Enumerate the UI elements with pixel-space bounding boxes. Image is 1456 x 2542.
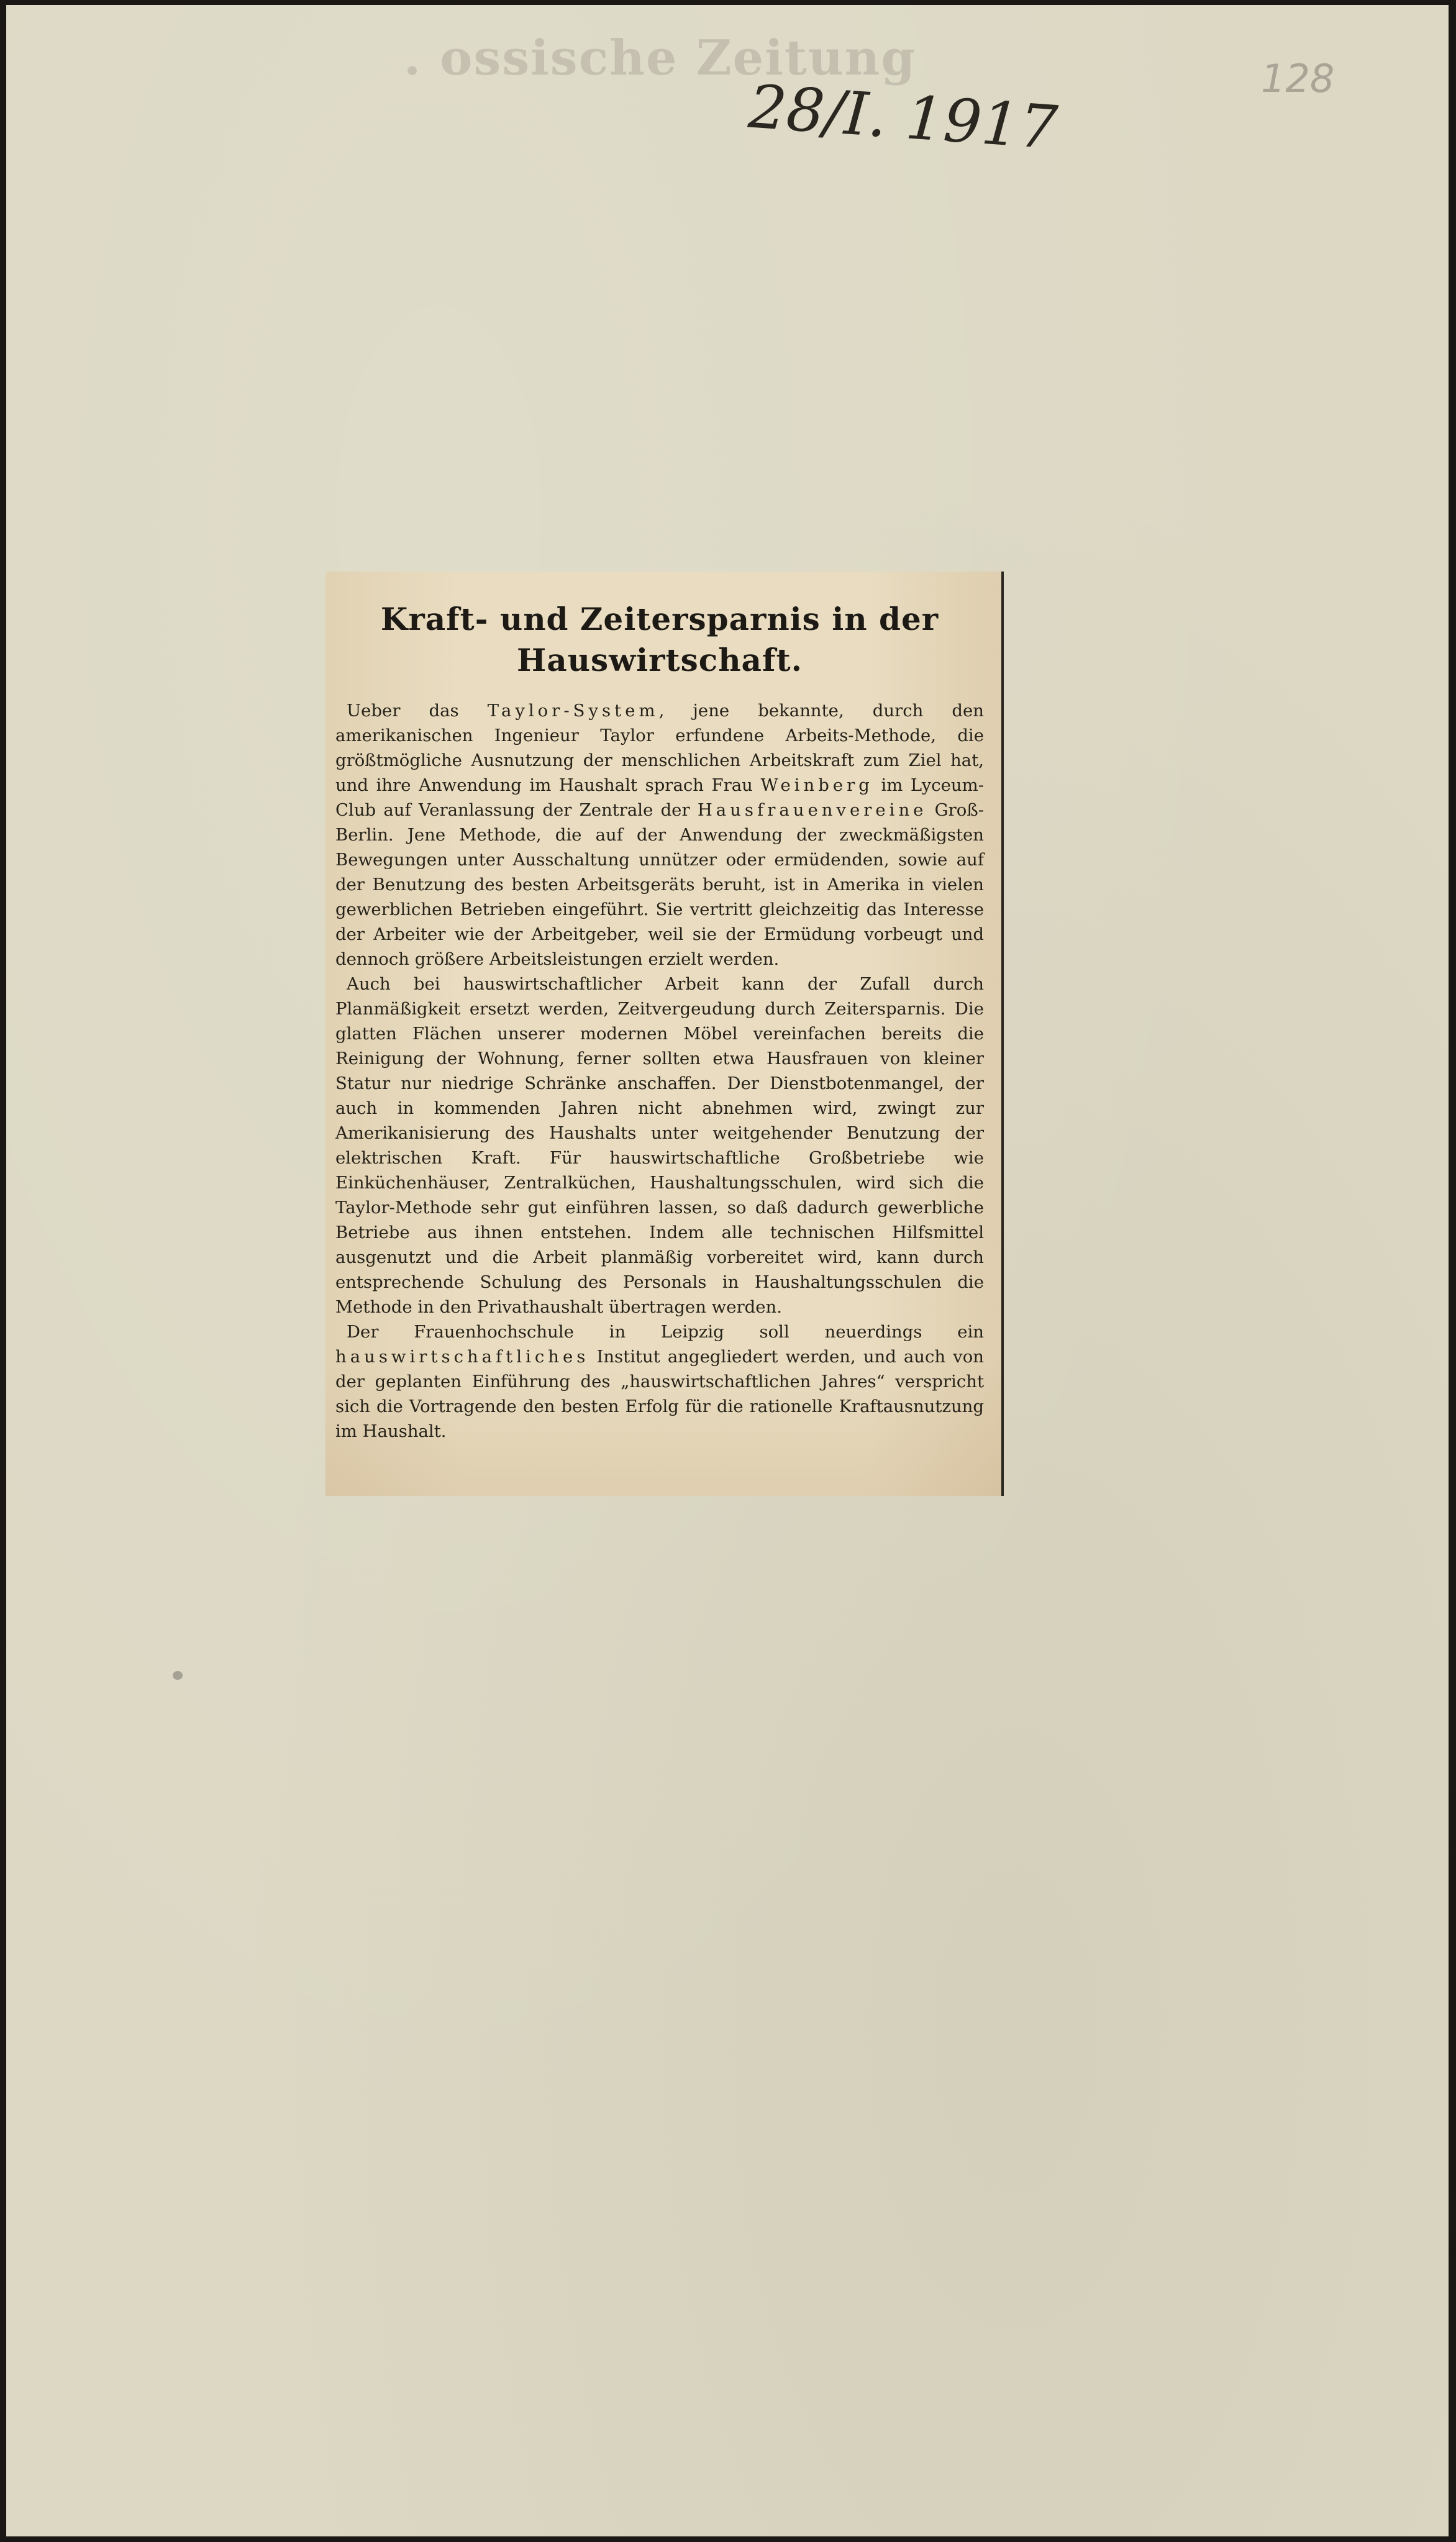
spaced-text: Weinberg [760, 775, 873, 795]
text-run: , jene bekannte, durch den amerikanischen Ingenieur Taylor erfundene Arbeits-Methode, die größtmögliche Ausnutzung der menschlichen Arbeitskraft zum Ziel hat, und ihre Anwendung im Haushalt sprach Frau [335, 701, 984, 795]
spaced-text: Taylor-System [487, 701, 659, 721]
newspaper-clipping [325, 572, 1001, 1496]
article-headline [335, 599, 984, 681]
text-run: im Lyceum-Club auf Veranlassung der Zentrale der [335, 775, 984, 820]
spaced-text: hauswirtschaftliches [335, 1347, 589, 1367]
handwritten-date: 28/I. 1917 [746, 71, 1060, 163]
spaced-text: Hausfrauenvereine [697, 800, 927, 820]
text-run: Groß-Berlin. Jene Methode, die auf der Anwendung der zweckmäßigsten Bewegungen unter Ausschaltung unnützer oder ermüdenden, sowie auf der Benutzung des besten Arbeitsgeräts beruht, ist in Amerika in vielen gewerblichen Betrieben eingeführt. Sie vertritt gleichzeitig das Interesse der Arbeiter wie der Arbeitgeber, weil sie der Ermüdung vorbeugt und dennoch größere Arbeitsleistungen erzielt werden. [335, 800, 984, 969]
article-paragraph-2: Auch bei hauswirtschaftlicher Arbeit kann der Zufall durch Planmäßigkeit ersetzt werden, Zeitvergeudung durch Zeitersparnis. Die glatten Flächen unserer modernen Möbel vereinfachen bereits die Reinigung der Wohnung, ferner sollten etwa Hausfrauen von kleiner Statur nur niedrige Schränke anschaffen. Der Dienstbotenmangel, der auch in kommenden Jahren nicht abnehmen wird, zwingt zur Amerikanisierung des Haushalts unter weitgehender Benutzung der elektrischen Kraft. Für hauswirtschaftliche Großbetriebe wie Einküchenhäuser, Zentralküchen, Haushaltungsschulen, wird sich die Taylor-Methode sehr gut einführen lassen, so daß dadurch gewerbliche Betriebe aus ihnen entstehen. Indem alle technischen Hilfsmittel ausgenutzt und die Arbeit planmäßig vorbereitet wird, kann durch entsprechende Schulung des Personals in Haushaltungsschulen die Methode in den Privathaushalt übertragen werden. [335, 974, 984, 1317]
text-run: Ueber das [347, 701, 488, 721]
pencil-page-number: 128 [1261, 56, 1335, 101]
paper-spot [173, 1671, 183, 1680]
text-run: Der Frauenhochschule in Leipzig soll neuerdings ein [347, 1322, 984, 1342]
newspaper-stamp: . ossische Zeitung [404, 30, 916, 86]
headline-line-1: Kraft- und Zeitersparnis in der [380, 601, 939, 637]
article-body [335, 698, 984, 1444]
article-paragraph-1 [335, 698, 984, 972]
article-paragraph-3 [335, 1319, 984, 1444]
text-run: Institut angegliedert werden, und auch von der geplanten Einführung des „hauswirtschaftlichen Jahres“ verspricht sich die Vortragende den besten Erfolg für die rationelle Kraftausnutzung im Haushalt. [335, 1347, 984, 1441]
headline-line-2: Hauswirtschaft. [517, 642, 803, 678]
